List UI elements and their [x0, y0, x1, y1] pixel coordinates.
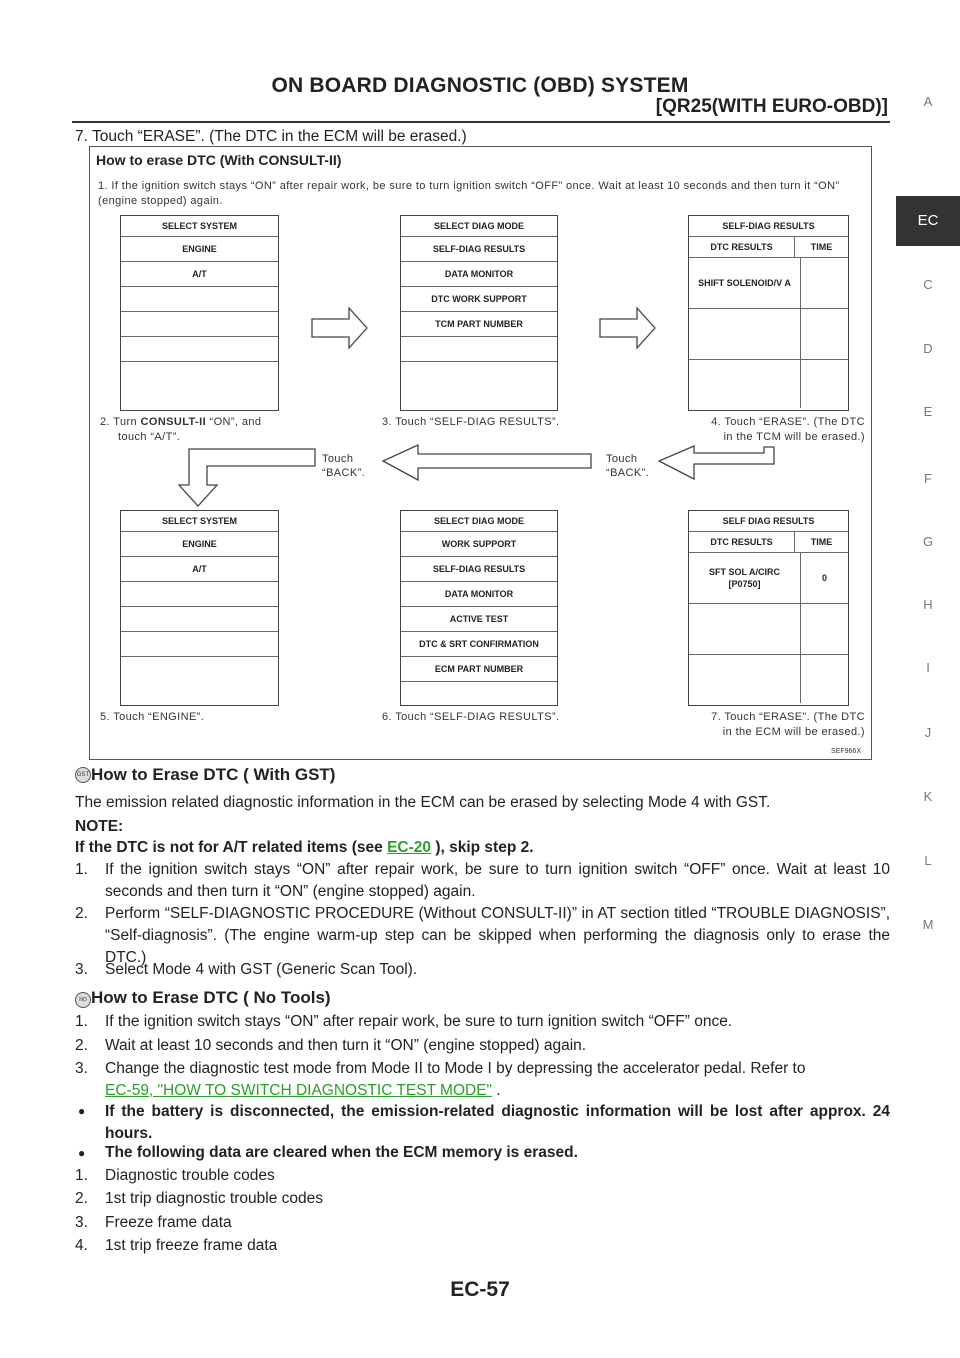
screen-row: SELECT DIAG MODE [401, 511, 557, 532]
step-number: 2. [75, 1190, 88, 1207]
screen-row: SELF DIAG RESULTS [689, 511, 848, 532]
touch-back-1-l1: Touch [322, 453, 354, 465]
col-time: TIME [810, 537, 833, 547]
note-pre: If the DTC is not for A/T related items (see [75, 839, 383, 856]
side-index-a[interactable]: A [923, 94, 933, 109]
screen-row [689, 360, 848, 408]
dtc-item: SHIFT SOLENOID/V A [689, 258, 801, 308]
dtc-item-line1: SFT SOL A/CIRC [708, 567, 780, 577]
screen-row [121, 362, 278, 387]
screen-row [121, 657, 278, 682]
cell-empty [801, 655, 848, 703]
side-index-f[interactable]: F [924, 471, 932, 486]
ec-20-link[interactable]: EC-20 [387, 839, 432, 856]
side-index-e[interactable]: E [923, 404, 933, 419]
screen-row [401, 682, 557, 707]
arrow-left-icon [382, 443, 594, 483]
cell-empty [689, 655, 801, 703]
side-index-g[interactable]: G [922, 534, 934, 549]
intro-step: 7. Touch “ERASE”. (The DTC in the ECM will be erased.) [75, 128, 467, 145]
touch-back-1-l2: “BACK”. [322, 467, 366, 479]
bullet-text: If the battery is disconnected, the emission-related diagnostic information will be lost after approx. 24 hours. [105, 1103, 890, 1142]
col-dtc-results: DTC RESULTS [689, 532, 795, 552]
dtc-time [801, 258, 848, 308]
screen-header-row [689, 532, 848, 553]
side-index-i[interactable]: I [926, 660, 930, 675]
step-number: 3. [75, 1214, 88, 1231]
cell-empty [801, 360, 848, 408]
screen-row [121, 287, 278, 312]
screen-select-diag-mode-2 [400, 510, 558, 706]
screen-row[interactable]: ENGINE [121, 237, 278, 262]
step-number: 3. [75, 1060, 88, 1077]
screen-row[interactable]: ECM PART NUMBER [401, 657, 557, 682]
screen-self-diag-results-1 [688, 215, 849, 411]
screen-header-row [689, 237, 848, 258]
bullet-icon: ● [78, 1146, 86, 1160]
screen-row [689, 553, 848, 604]
side-index-k[interactable]: K [923, 789, 933, 804]
note-text [75, 837, 534, 858]
note-label: NOTE: [75, 818, 124, 835]
step-7-line2: in the ECM will be erased.) [722, 726, 865, 738]
gst-step-3 [75, 959, 890, 981]
step-5-caption: 5. Touch “ENGINE”. [100, 711, 205, 723]
notools-step-3 [75, 1058, 890, 1102]
header-rule [72, 121, 890, 123]
cell-empty [801, 309, 848, 359]
side-index-c[interactable]: C [923, 277, 933, 292]
step-text-main: Change the diagnostic test mode from Mode II to Mode I by depressing the accelerator pedal. Refer to [105, 1060, 806, 1077]
screen-row [121, 312, 278, 337]
screen-row [689, 655, 848, 703]
step-2-caption [100, 415, 261, 445]
gst-paragraph: The emission related diagnostic information in the ECM can be erased by selecting Mode 4 with GST. [75, 794, 771, 811]
col-time: TIME [810, 242, 833, 252]
bullet-1 [75, 1101, 890, 1145]
screen-row [689, 604, 848, 655]
screen-row [121, 582, 278, 607]
consult-diagram [89, 146, 872, 760]
screen-row [689, 258, 848, 309]
screen-row[interactable]: SELF-DIAG RESULTS [401, 237, 557, 262]
step-number: 1. [75, 1013, 88, 1030]
cell-empty [801, 604, 848, 654]
screen-select-system-1 [120, 215, 279, 411]
touch-back-label-2 [606, 452, 649, 480]
cleared-item-4 [75, 1235, 890, 1257]
step-6-caption: 6. Touch “SELF-DIAG RESULTS”. [382, 711, 560, 723]
screen-row: SELECT SYSTEM [121, 216, 278, 237]
gst-icon: GST [75, 767, 91, 783]
step-text [105, 1058, 890, 1102]
screen-row[interactable]: A/T [121, 262, 278, 287]
col-dtc-results: DTC RESULTS [689, 237, 795, 257]
screen-row [689, 309, 848, 360]
step-4-line1: 4. Touch “ERASE”. (The DTC [711, 416, 865, 428]
notools-step-2 [75, 1035, 890, 1057]
cell-empty [689, 604, 801, 654]
step-number: 1. [75, 861, 88, 878]
screen-row[interactable]: DATA MONITOR [401, 582, 557, 607]
step-text: Wait at least 10 seconds and then turn it “ON” (engine stopped) again. [105, 1037, 587, 1054]
side-index-ec[interactable]: EC [896, 196, 960, 246]
step-number: 3. [75, 961, 88, 978]
screen-row[interactable]: A/T [121, 557, 278, 582]
screen-row: SELF-DIAG RESULTS [689, 216, 848, 237]
dtc-item-line2: [P0750] [728, 579, 761, 589]
screen-row[interactable]: TCM PART NUMBER [401, 312, 557, 337]
note-post: ), skip step 2. [435, 839, 534, 856]
screen-row[interactable]: DATA MONITOR [401, 262, 557, 287]
step-number: 1. [75, 1167, 88, 1184]
step-text: Perform “SELF-DIAGNOSTIC PROCEDURE (Without CONSULT-II)” in AT section titled “TROUBLE DIAGNOSIS”, “Self-diagnosis”. (The engine warm-up step can be skipped when performing the diagnosis only to erase the DTC.) [105, 905, 890, 966]
touch-back-2-l1: Touch [606, 453, 638, 465]
side-index-m[interactable]: M [922, 917, 934, 932]
screen-row[interactable]: ENGINE [121, 532, 278, 557]
step-text: 1st trip freeze frame data [105, 1237, 278, 1254]
step-number: 4. [75, 1237, 88, 1254]
page-subtitle: [QR25(WITH EURO-OBD)] [655, 96, 888, 117]
step-4-caption [711, 415, 865, 445]
screen-row[interactable]: SELF-DIAG RESULTS [401, 557, 557, 582]
screen-row [121, 607, 278, 632]
cell-empty [689, 309, 801, 359]
page-number: EC-57 [450, 1278, 510, 1301]
step-text: Diagnostic trouble codes [105, 1167, 275, 1184]
screen-self-diag-results-2 [688, 510, 849, 706]
step-2-pre: 2. Turn [100, 416, 138, 428]
arrow-back-down-icon [178, 443, 318, 509]
gst-step-1 [75, 859, 890, 903]
diagram-note: 1. If the ignition switch stays “ON” after repair work, be sure to turn ignition switch “OFF” once. Wait at least 10 seconds and then turn it “ON” (engine stopped) again. [98, 180, 840, 207]
arrow-right-icon [599, 307, 657, 349]
screen-row: SELECT SYSTEM [121, 511, 278, 532]
step-7-line1: 7. Touch “ERASE”. (The DTC [711, 711, 865, 723]
dtc-item [689, 553, 801, 603]
page-title: ON BOARD DIAGNOSTIC (OBD) SYSTEM [271, 74, 689, 97]
dtc-time: 0 [821, 573, 827, 583]
step-text-after: . [496, 1082, 501, 1099]
screen-row: SELECT DIAG MODE [401, 216, 557, 237]
step-text: If the ignition switch stays “ON” after repair work, be sure to turn ignition switch “OFF” once. Wait at least 10 seconds and then turn it “ON” (engine stopped) again. [105, 861, 890, 900]
screen-row[interactable]: DTC WORK SUPPORT [401, 287, 557, 312]
step-text: 1st trip diagnostic trouble codes [105, 1190, 323, 1207]
notools-heading: How to Erase DTC ( No Tools) [91, 988, 331, 1007]
screen-select-system-2 [120, 510, 279, 706]
step-number: 2. [75, 905, 88, 922]
screen-select-diag-mode-1 [400, 215, 558, 411]
step-2-post: “ON”, and [209, 416, 262, 428]
screen-row[interactable]: WORK SUPPORT [401, 532, 557, 557]
screen-row [401, 362, 557, 387]
bullet-2 [75, 1142, 890, 1164]
side-index-j[interactable]: J [924, 725, 932, 740]
touch-back-label-1 [322, 452, 365, 480]
step-2-bold: CONSULT-II [140, 416, 207, 428]
arrow-left-icon [658, 443, 778, 483]
diagram-title: How to erase DTC (With CONSULT-II) [96, 152, 342, 168]
bullet-text: The following data are cleared when the ECM memory is erased. [105, 1144, 578, 1161]
arrow-right-icon [311, 307, 369, 349]
step-3-caption: 3. Touch “SELF-DIAG RESULTS”. [382, 416, 560, 428]
side-index-h[interactable]: H [923, 597, 933, 612]
screen-row [401, 337, 557, 362]
bullet-icon: ● [78, 1104, 86, 1118]
cleared-item-1 [75, 1165, 890, 1187]
notools-step-1 [75, 1011, 890, 1033]
side-index-d[interactable]: D [923, 341, 933, 356]
figure-ref: SEF966X [831, 748, 861, 755]
side-index-l[interactable]: L [924, 853, 932, 868]
step-text: Select Mode 4 with GST (Generic Scan Tool). [105, 961, 418, 978]
touch-back-2-l2: “BACK”. [606, 467, 650, 479]
step-number: 2. [75, 1037, 88, 1054]
cleared-item-2 [75, 1188, 890, 1210]
screen-row[interactable]: DTC & SRT CONFIRMATION [401, 632, 557, 657]
ec-59-link[interactable]: EC-59, "HOW TO SWITCH DIAGNOSTIC TEST MODE" [105, 1082, 493, 1099]
screen-row [121, 632, 278, 657]
step-2-line2: touch “A/T”. [118, 431, 181, 443]
no-tools-icon: NO [75, 992, 91, 1008]
gst-heading: How to Erase DTC ( With GST) [91, 765, 336, 784]
cleared-item-3 [75, 1212, 890, 1234]
screen-row [121, 337, 278, 362]
screen-row[interactable]: ACTIVE TEST [401, 607, 557, 632]
cell-empty [689, 360, 801, 408]
step-text: If the ignition switch stays “ON” after repair work, be sure to turn ignition switch “OFF” once. [105, 1013, 733, 1030]
step-4-line2: in the TCM will be erased.) [723, 431, 865, 443]
step-text: Freeze frame data [105, 1214, 232, 1231]
step-7-caption [711, 710, 865, 740]
